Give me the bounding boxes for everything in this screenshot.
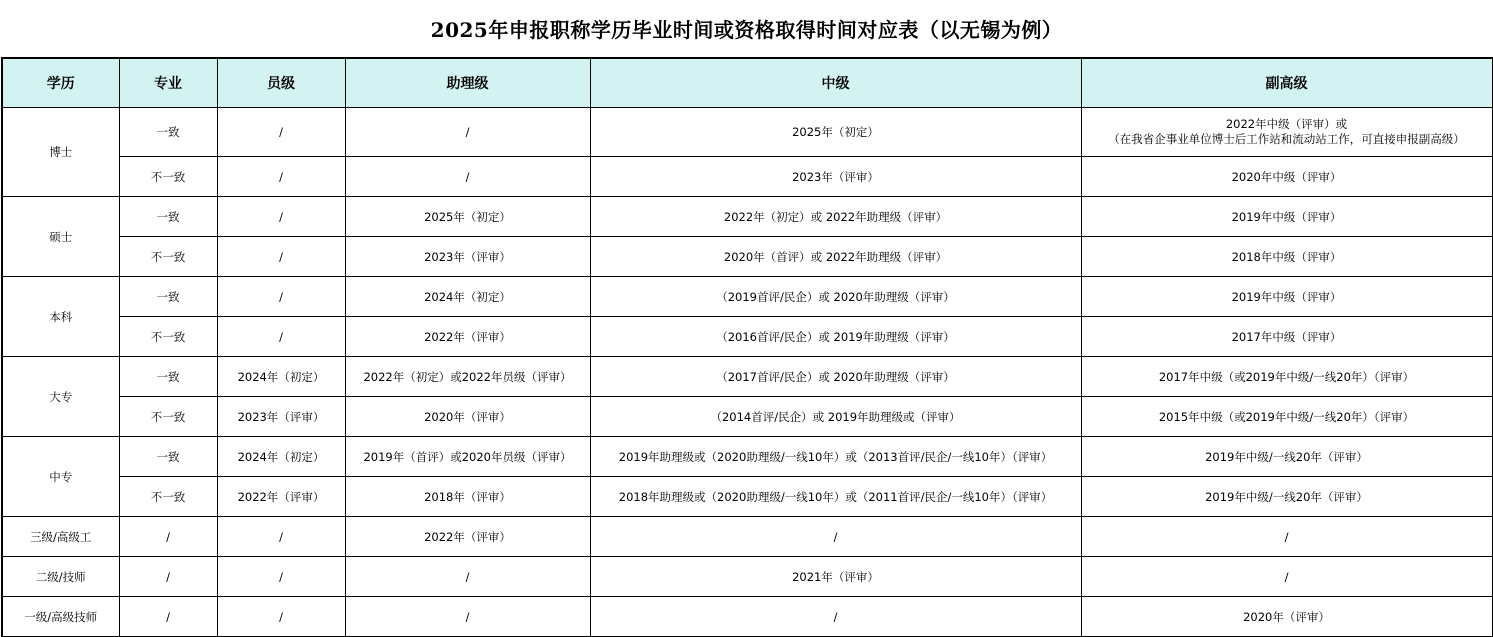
major-cell: 一致 xyxy=(119,437,217,477)
fugaoji-cell: 2019年中级（评审） xyxy=(1081,277,1492,317)
fugaoji-cell: 2019年中级/一线20年（评审） xyxy=(1081,477,1492,517)
yuanji-cell: / xyxy=(217,317,345,357)
fugaoji-cell: / xyxy=(1081,557,1492,597)
yuanji-cell: / xyxy=(217,277,345,317)
edu-cell: 中专 xyxy=(2,437,119,517)
header-yuanji: 员级 xyxy=(217,58,345,108)
zhuliji-cell: 2018年（评审） xyxy=(345,477,590,517)
major-cell: 一致 xyxy=(119,197,217,237)
fugaoji-cell: 2020年（评审） xyxy=(1081,597,1492,637)
zhongji-cell: / xyxy=(590,517,1081,557)
zhuliji-cell: 2020年（评审） xyxy=(345,397,590,437)
fugaoji-cell xyxy=(1081,108,1492,157)
fugaoji-note: （在我省企事业单位博士后工作站和流动站工作，可直接申报副高级） xyxy=(1108,132,1465,146)
page-title: 2025年申报职称学历毕业时间或资格取得时间对应表（以无锡为例） xyxy=(430,18,1063,42)
zhongji-cell: 2022年（初定）或 2022年助理级（评审） xyxy=(590,197,1081,237)
qualification-table xyxy=(1,57,1493,637)
major-cell: 不一致 xyxy=(119,477,217,517)
major-cell: 不一致 xyxy=(119,157,217,197)
table-row xyxy=(2,517,1492,557)
fugaoji-cell: 2020年中级（评审） xyxy=(1081,157,1492,197)
header-zhongji: 中级 xyxy=(590,58,1081,108)
zhuliji-cell: 2022年（评审） xyxy=(345,517,590,557)
major-cell: / xyxy=(119,517,217,557)
fugaoji-cell: 2018年中级（评审） xyxy=(1081,237,1492,277)
table-row xyxy=(2,237,1492,277)
zhuliji-cell: / xyxy=(345,108,590,157)
zhuliji-cell: 2025年（初定） xyxy=(345,197,590,237)
zhongji-cell: 2021年（评审） xyxy=(590,557,1081,597)
table-row xyxy=(2,157,1492,197)
fugaoji-cell: 2017年中级（评审） xyxy=(1081,317,1492,357)
fugaoji-cell: 2015年中级（或2019年中级/一线20年）（评审） xyxy=(1081,397,1492,437)
zhongji-cell: （2017首评/民企）或 2020年助理级（评审） xyxy=(590,357,1081,397)
fugaoji-cell: 2019年中级/一线20年（评审） xyxy=(1081,437,1492,477)
header-edu: 学历 xyxy=(2,58,119,108)
zhongji-cell: （2016首评/民企）或 2019年助理级（评审） xyxy=(590,317,1081,357)
major-cell: 一致 xyxy=(119,108,217,157)
major-cell: 一致 xyxy=(119,277,217,317)
yuanji-cell: 2022年（评审） xyxy=(217,477,345,517)
table-row xyxy=(2,557,1492,597)
zhongji-cell: 2020年（首评）或 2022年助理级（评审） xyxy=(590,237,1081,277)
table-row xyxy=(2,477,1492,517)
table-row xyxy=(2,357,1492,397)
yuanji-cell: 2023年（评审） xyxy=(217,397,345,437)
yuanji-cell: 2024年（初定） xyxy=(217,437,345,477)
fugaoji-main: 2022年中级（评审）或 xyxy=(1225,117,1348,131)
header-row xyxy=(2,58,1492,108)
zhuliji-cell: 2024年（初定） xyxy=(345,277,590,317)
edu-cell: 一级/高级技师 xyxy=(2,597,119,637)
header-zhuliji: 助理级 xyxy=(345,58,590,108)
yuanji-cell: 2024年（初定） xyxy=(217,357,345,397)
zhongji-cell: 2019年助理级或（2020助理级/一线10年）或（2013首评/民企/一线10年）（评审） xyxy=(590,437,1081,477)
table-row xyxy=(2,397,1492,437)
major-cell: / xyxy=(119,557,217,597)
edu-cell: 二级/技师 xyxy=(2,557,119,597)
table-row xyxy=(2,108,1492,157)
yuanji-cell: / xyxy=(217,157,345,197)
zhuliji-cell: 2022年（初定）或2022年员级（评审） xyxy=(345,357,590,397)
yuanji-cell: / xyxy=(217,597,345,637)
zhongji-cell: （2014首评/民企）或 2019年助理级或（评审） xyxy=(590,397,1081,437)
edu-cell: 硕士 xyxy=(2,197,119,277)
edu-cell: 大专 xyxy=(2,357,119,437)
edu-cell: 本科 xyxy=(2,277,119,357)
header-fugaoji: 副高级 xyxy=(1081,58,1492,108)
header-major: 专业 xyxy=(119,58,217,108)
table-row xyxy=(2,277,1492,317)
zhuliji-cell: 2019年（首评）或2020年员级（评审） xyxy=(345,437,590,477)
major-cell: 不一致 xyxy=(119,237,217,277)
edu-cell: 博士 xyxy=(2,108,119,197)
zhuliji-cell: 2023年（评审） xyxy=(345,237,590,277)
table-row xyxy=(2,197,1492,237)
major-cell: 不一致 xyxy=(119,397,217,437)
zhuliji-cell: / xyxy=(345,597,590,637)
zhongji-cell: / xyxy=(590,597,1081,637)
table-row xyxy=(2,597,1492,637)
fugaoji-cell: / xyxy=(1081,517,1492,557)
zhongji-cell: 2018年助理级或（2020助理级/一线10年）或（2011首评/民企/一线10年）（评审） xyxy=(590,477,1081,517)
zhongji-cell: （2019首评/民企）或 2020年助理级（评审） xyxy=(590,277,1081,317)
zhuliji-cell: / xyxy=(345,557,590,597)
zhongji-cell: 2025年（初定） xyxy=(590,108,1081,157)
yuanji-cell: / xyxy=(217,517,345,557)
zhuliji-cell: / xyxy=(345,157,590,197)
yuanji-cell: / xyxy=(217,197,345,237)
table-row xyxy=(2,317,1492,357)
yuanji-cell: / xyxy=(217,108,345,157)
fugaoji-cell: 2017年中级（或2019年中级/一线20年）（评审） xyxy=(1081,357,1492,397)
major-cell: 不一致 xyxy=(119,317,217,357)
major-cell: 一致 xyxy=(119,357,217,397)
yuanji-cell: / xyxy=(217,237,345,277)
edu-cell: 三级/高级工 xyxy=(2,517,119,557)
zhongji-cell: 2023年（评审） xyxy=(590,157,1081,197)
table-row xyxy=(2,437,1492,477)
fugaoji-cell: 2019年中级（评审） xyxy=(1081,197,1492,237)
major-cell: / xyxy=(119,597,217,637)
yuanji-cell: / xyxy=(217,557,345,597)
zhuliji-cell: 2022年（评审） xyxy=(345,317,590,357)
